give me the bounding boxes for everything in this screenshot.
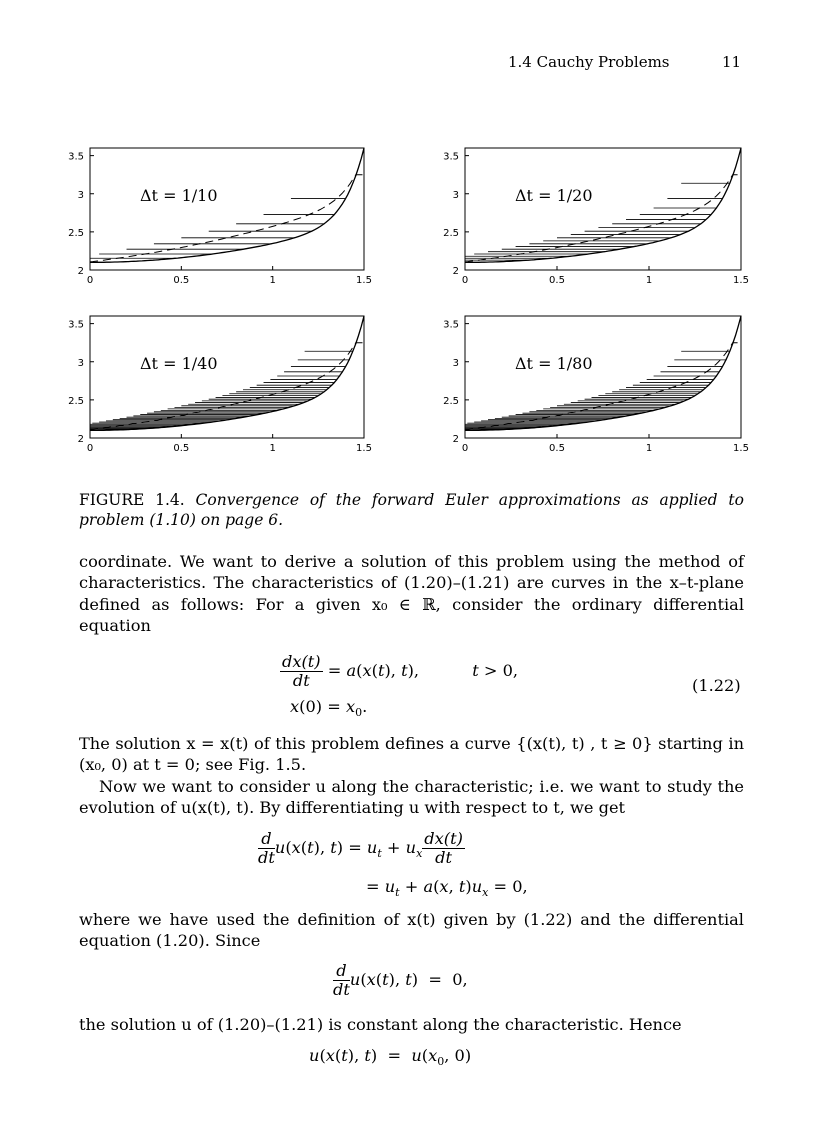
- y-tick-label: 2.5: [68, 227, 84, 239]
- paragraph-1: coordinate. We want to derive a solution of this problem using the method of characteristics. The characteristics of (1.20)–(1.21) are curves in the x–t-plane defined as follows: For a given x₀ ∈ ℝ, consider the ordinary differential equation: [79, 552, 744, 636]
- caption-label: FIGURE 1.4.: [79, 491, 185, 509]
- y-tick-label: 2: [452, 434, 459, 445]
- x-tick-label: 1.5: [733, 275, 749, 286]
- y-tick-label: 3: [452, 189, 459, 201]
- equation-constant: $\frac{d}{dt}$ u(x(t), t) = 0,: [333, 961, 468, 999]
- paragraph-5: the solution u of (1.20)–(1.21) is constant along the characteristic. Hence: [79, 1015, 682, 1034]
- figure-1-4: [0, 0, 816, 470]
- y-tick-label: 3.5: [68, 151, 84, 163]
- equation-1-22: $\frac{dx(t)}{dt}$ = a(x(t), t), t > 0,: [282, 652, 519, 690]
- x-tick-label: 0: [86, 275, 94, 286]
- y-tick-label: 2.5: [443, 395, 459, 407]
- paragraph-2: The solution x = x(t) of this problem defines a curve {(x(t), t) , t ≥ 0} starting in (x₀, 0) at t = 0; see Fig. 1.5.: [79, 734, 744, 775]
- x-tick-label: 0: [461, 275, 469, 286]
- y-tick-label: 3: [77, 357, 84, 369]
- x-tick-label: 0.5: [173, 275, 190, 286]
- equation-derivative-2: = $u_t + a(x$, $t)u_x = 0$,: [366, 877, 528, 900]
- y-tick-label: 3.5: [68, 319, 84, 331]
- y-tick-label: 3: [77, 189, 84, 201]
- paragraph-3: Now we want to consider u along the characteristic; i.e. we want to study the evolution of u(x(t), t). By differentiating u with respect to t, we get: [79, 777, 744, 818]
- panel-label: Δt = 1/10: [140, 186, 218, 205]
- x-tick-label: 1.5: [356, 443, 372, 454]
- panel-label: Δt = 1/20: [515, 186, 593, 205]
- x-tick-label: 0: [86, 443, 94, 454]
- y-tick-label: 2.5: [68, 395, 84, 407]
- y-tick-label: 3.5: [443, 319, 459, 331]
- x-tick-label: 0: [461, 443, 469, 454]
- x-tick-label: 1: [269, 275, 276, 286]
- paragraph-4: where we have used the definition of x(t) given by (1.22) and the differential equation (1.20). Since: [79, 910, 744, 951]
- equation-number: (1.22): [692, 676, 741, 695]
- x-tick-label: 0.5: [549, 275, 565, 286]
- panel-label: Δt = 1/80: [515, 354, 593, 373]
- equation-1-22-initial: $x(0) = x_0$.: [290, 697, 368, 720]
- x-tick-label: 1: [645, 443, 653, 454]
- y-tick-label: 3.5: [443, 151, 459, 163]
- y-tick-label: 2: [452, 266, 459, 277]
- panel-label: Δt = 1/40: [140, 354, 218, 373]
- equation-derivative: $\frac{d}{dt}$ u(x(t), $t) = u_t + u_x$ $\frac{dx(t)}{dt}$: [258, 829, 463, 867]
- x-tick-label: 1: [645, 275, 653, 286]
- x-tick-label: 1.5: [356, 275, 372, 286]
- x-tick-label: 1: [269, 443, 276, 454]
- x-tick-label: 0.5: [173, 443, 190, 454]
- page-number: 11: [722, 53, 742, 71]
- x-tick-label: 0.5: [549, 443, 565, 454]
- caption-text: Convergence of the forward Euler approximations as applied to problem (1.10) on page 6.: [79, 491, 744, 529]
- y-tick-label: 2: [77, 266, 84, 277]
- equation-hence: u(x(t), $t) = u(x_0$, 0): [309, 1046, 472, 1069]
- section-title: 1.4 Cauchy Problems: [508, 53, 670, 71]
- x-tick-label: 1.5: [733, 443, 749, 454]
- y-tick-label: 2: [77, 434, 84, 445]
- figure-caption: [79, 490, 744, 530]
- y-tick-label: 2.5: [443, 227, 459, 239]
- y-tick-label: 3: [452, 357, 459, 369]
